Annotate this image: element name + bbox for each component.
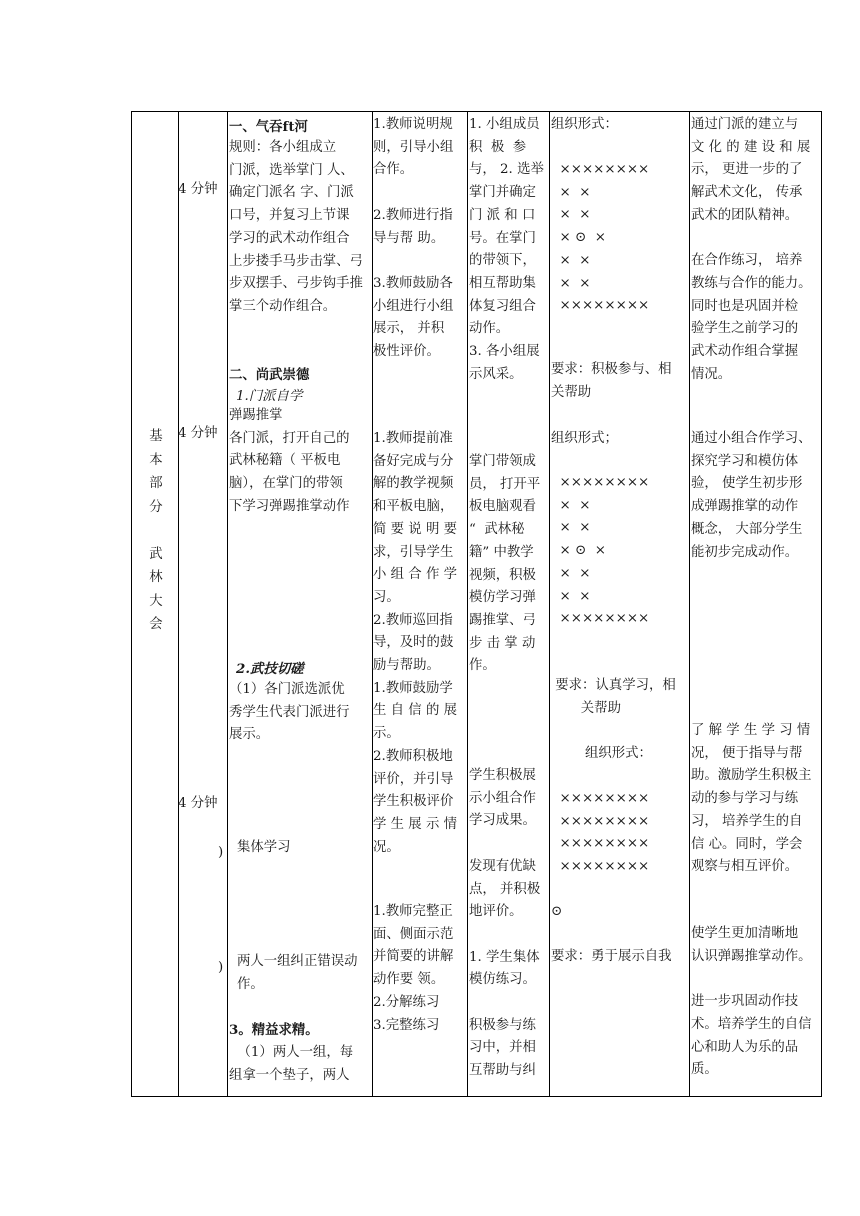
block4-title: 3。精益求精。	[229, 1022, 319, 1038]
block2-subtitle: 1.门派自学	[236, 389, 303, 404]
org-title-1: 组织形式：	[551, 117, 618, 132]
student-activity-1: 1. 小组成员 积 极 参 与， 2. 选举 掌门并确定 门 派 和 口 号。在掌门 的带领下， 相互帮助集 体复习组合 动作。 3. 各小组展 示风采。	[469, 117, 544, 382]
purpose-1: 通过门派的建立与 文 化 的 建 设 和 展 示， 更进一步的了 解武术文化， 传承 武术的团队精神。 在合作练习， 培养 教练与合作的能力。 同时也是巩固并检 验学生之前学习的 武术动作组合掌握 情况。	[691, 117, 812, 382]
org-requirement-3: 要求：勇于展示自我	[551, 949, 672, 964]
block3-subtitle: 2.武技切磋	[236, 661, 304, 677]
block3-group: 集体学习	[237, 840, 291, 855]
org-requirement-2: 要求：认真学习，相 关帮助	[555, 678, 676, 716]
column-divider	[178, 111, 179, 1097]
block2-text: 弹踢推掌 各门派，打开自己的 武林秘籍（ 平板电 脑），在掌门的带领 下学习弹踢推掌动作	[229, 408, 350, 514]
paren-mark: )	[218, 845, 224, 860]
time-label: 4 分钟	[178, 796, 218, 811]
purpose-2: 通过小组合作学习、 探究学习和模仿体 验， 使学生初步形 成弹踢推掌的动作 概念， 大部分学生 能初步完成动作。	[691, 431, 812, 560]
block3-pair: 两人一组纠正错误动 作。	[237, 954, 358, 992]
column-divider	[549, 111, 550, 1097]
column-divider	[227, 111, 228, 1097]
org-title-2: 组织形式；	[551, 431, 618, 446]
student-activity-3: 学生积极展 示小组合作 学习成果。 发现有优缺 点， 并积极 地评价。 1. 学生集体 模仿练习。 积极参与练 习中，并相 互帮助与纠	[469, 768, 541, 1079]
block3-text: （1）各门派选派优 秀学生代表门派进行 展示。	[229, 682, 350, 743]
org-requirement-1: 要求：积极参与、相 关帮助	[551, 362, 672, 400]
org-formation-1: ×××××××× × × × × × ⊙ × × × × × ××××××××	[559, 162, 650, 314]
org-formation-2: ×××××××× × × × × × ⊙ × × × × × ××××××××	[559, 475, 650, 627]
block2-title: 二、尚武崇德	[229, 367, 310, 383]
time-label: 4 分钟	[178, 182, 218, 197]
teacher-activity-3: 1.教师完整正 面、侧面示范 并简要的讲解 动作要 领。 2.分解练习 3.完整练习	[373, 904, 454, 1033]
paren-mark: )	[218, 960, 224, 975]
org-center-mark: ⊙	[551, 904, 563, 919]
block1-title: 一、气吞ft河	[229, 119, 308, 135]
student-activity-2: 掌门带领成 员， 打开平 板电脑观看 “ 武林秘 籍” 中教学 视频，积极 模仿学习弹 踢推掌、弓 步 击 掌 动 作。	[469, 454, 541, 674]
purpose-3: 了 解 学 生 学 习 情 况， 便于指导与帮 助。激励学生积极主 动的参与学习与练 习， 培养学生的自 信 心。同时，学会 观察与相互评价。	[691, 723, 812, 875]
time-label: 4 分钟	[178, 426, 218, 441]
org-title-3: 组织形式：	[585, 746, 652, 761]
section-label: 基 本 部 分 武 林 大 会	[149, 429, 163, 632]
org-formation-3: ×××××××× ×××××××× ×××××××× ××××××××	[559, 791, 650, 875]
column-divider	[689, 111, 690, 1097]
teacher-activity-1: 1.教师说明规 则，引导小组 合作。 2.教师进行指 导与帮 助。 3.教师鼓励各 小组进行小组 展示， 并积 极性评价。	[373, 117, 454, 360]
column-divider	[467, 111, 468, 1097]
purpose-4: 使学生更加清晰地 认识弹踢推掌动作。 进一步巩固动作技 术。培养学生的自信 心和助人为乐的品 质。	[691, 926, 812, 1078]
block4-text: （1）两人一组，每 组拿一个垫子，两人	[229, 1045, 354, 1083]
teacher-activity-2: 1.教师提前准 备好完成与分 解的教学视频 和平板电脑， 简 要 说 明 要 求，引导学生 小 组 合 作 学 习。 2.教师巡回指 导，及时的鼓 励与帮助。 1.教师鼓励学 生 自 信 的 展 示。 2.教师积极地 评价，并引导 学生积极评价 学 生 展 示 情 况。	[373, 431, 457, 855]
block1-text: 规则：各小组成立 门派，选举掌门 人、 确定门派名 字、门派 口号，并复习上节课 学习的武术动作组合 上步搂手马步击掌、弓 步双摆手、弓步钩手推 掌三个动作组合。	[229, 140, 363, 314]
